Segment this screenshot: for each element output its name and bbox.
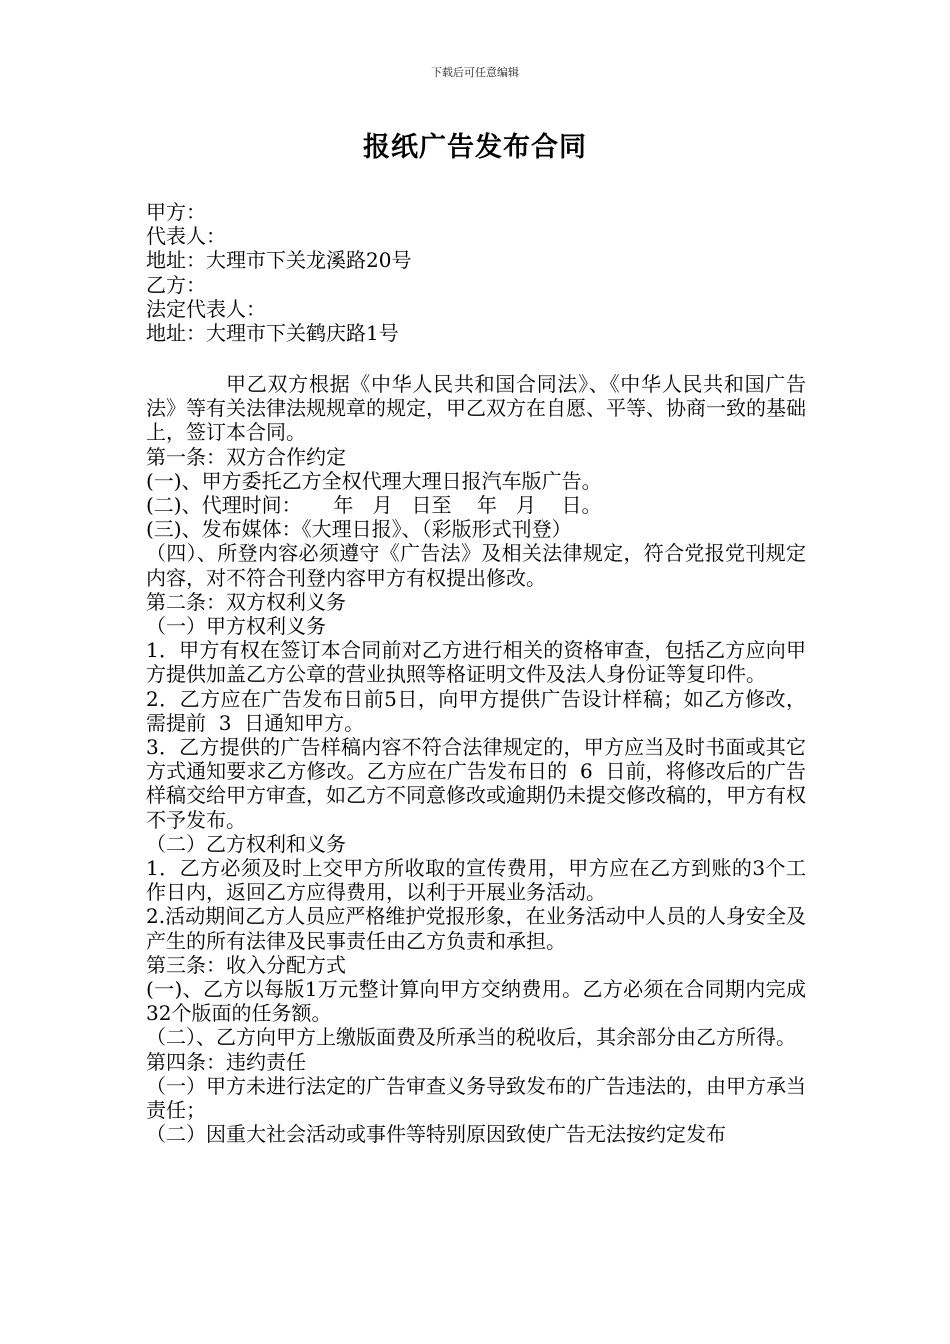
article-1-clause-2: (二)、代理时间： 年 月 日至 年 月 日。 <box>146 493 602 518</box>
article-1-clause-3: (三)、发布媒体：《大理日报》、（彩版形式刊登） <box>146 517 572 542</box>
header-note: 下载后可任意编辑 <box>431 66 519 79</box>
party-b-address: 地址：大理市下关鹤庆路1号 <box>146 321 399 346</box>
party-a-address: 地址：大理市下关龙溪路20号 <box>146 248 412 273</box>
article-2-heading: 第二条：双方权利义务 <box>146 589 346 614</box>
party-b-label: 乙方： <box>146 272 206 297</box>
party-a-label: 甲方： <box>146 200 206 224</box>
article-2-section-2-item-2: 2.活动期间乙方人员应严格维护党报形象，在业务活动中人员的人身安全及产生的所有法律及民事责任由乙方负责和承担。 <box>146 904 806 953</box>
article-2-section-1-heading: （一）甲方权利义务 <box>146 614 326 639</box>
contract-body <box>146 372 806 1147</box>
article-2-section-2-item-1: 1．乙方必须及时上交甲方所收取的宣传费用，甲方应在乙方到账的3个工作日内，返回乙方应得费用，以利于开展业务活动。 <box>146 856 806 905</box>
article-1-heading: 第一条：双方合作约定 <box>146 444 346 469</box>
article-3-clause-1: (一)、乙方以每版1万元整计算向甲方交纳费用。乙方必须在合同期内完成32个版面的任务额。 <box>146 977 806 1026</box>
article-2-section-1-item-1: 1．甲方有权在签订本合同前对乙方进行相关的资格审查，包括乙方应向甲方提供加盖乙方公章的营业执照等格证明文件及法人身份证等复印件。 <box>146 638 806 687</box>
article-2-section-1-item-3: 3．乙方提供的广告样稿内容不符合法律规定的，甲方应当及时书面或其它方式通知要求乙方修改。乙方应在广告发布日的 6 日前，将修改后的广告样稿交给甲方审查，如乙方不同意修改或逾期仍未提交修改稿的，甲方有权不予发布。 <box>146 735 806 832</box>
article-4-clause-1: （一）甲方未进行法定的广告审查义务导致发布的广告违法的，由甲方承当责任； <box>146 1073 806 1123</box>
intro-paragraph: 甲乙双方根据《中华人民共和国合同法》、《中华人民共和国广告法》等有关法律法规规章的规定，甲乙双方在自愿、平等、协商一致的基础上，签订本合同。 <box>146 372 806 445</box>
party-a-representative: 代表人： <box>146 224 226 249</box>
party-info <box>146 200 806 345</box>
article-2-section-2-heading: （二）乙方权利和义务 <box>146 831 346 856</box>
party-b-legal-representative: 法定代表人： <box>146 296 266 321</box>
article-1-clause-1: (一)、甲方委托乙方全权代理大理日报汽车版广告。 <box>146 468 602 493</box>
article-3-clause-2: （二）、乙方向甲方上缴版面费及所承当的税收后，其余部分由乙方所得。 <box>146 1025 796 1050</box>
article-4-clause-2: （二）因重大社会活动或事件等特别原因致使广告无法按约定发布 <box>146 1122 726 1147</box>
article-3-heading: 第三条：收入分配方式 <box>146 952 346 977</box>
document-title: 报纸广告发布合同 <box>363 132 587 163</box>
article-1-clause-4: （四）、所登内容必须遵守《广告法》及相关法律规定，符合党报党刊规定内容，对不符合刊登内容甲方有权提出修改。 <box>146 541 806 590</box>
article-4-heading: 第四条：违约责任 <box>146 1049 306 1074</box>
article-2-section-1-item-2: 2．乙方应在广告发布日前5日，向甲方提供广告设计样稿；如乙方修改，需提前 3 日通知甲方。 <box>146 686 806 735</box>
